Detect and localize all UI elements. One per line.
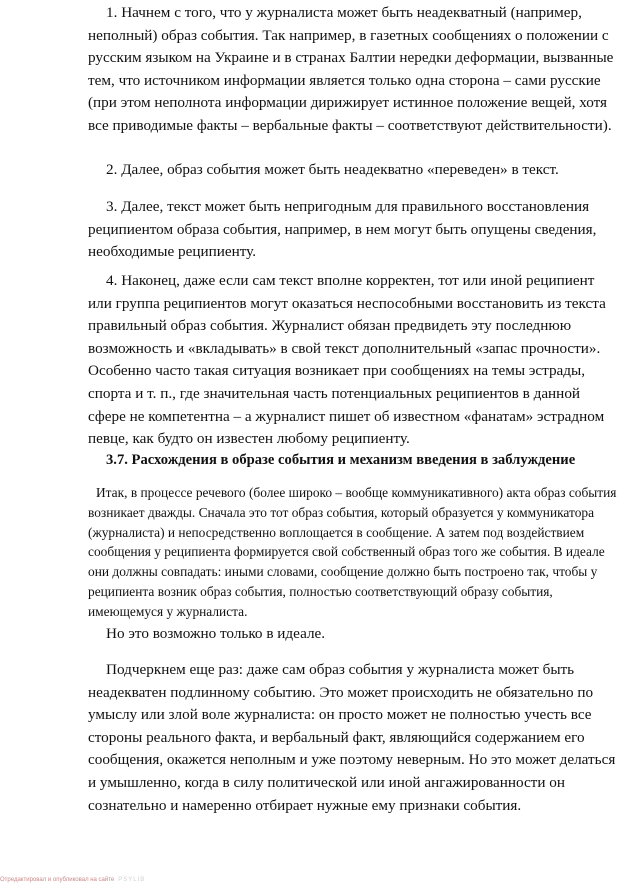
- footer-logo-mark: PSYLIB: [118, 877, 146, 883]
- paragraph-4: 4. Наконец, даже если сам текст вполне корректен, тот или иной реципиент или группа реципиентов могут оказаться неспособными восстановить из текста правильный образ события. Журналист обязан предвидеть эту последнюю возможность и «вкладывать» в свой текст дополнительный «запас прочности». Особенно часто такая ситуация возникает при сообщениях на темы эстрады, спорта и т. п., где значительная часть потенциальных реципиентов в данной сфере не компетентна – а журналист пишет об известном «фанатам» эстрадном певце, как будто он известен любому реципиенту.: [88, 272, 606, 448]
- paragraph-6: Но это возможно только в идеале.: [106, 625, 326, 642]
- footer-text: Отредактировал и опубликовал на сайте: [0, 877, 115, 883]
- paragraph-3: 3. Далее, текст может быть непригодным для правильного восстановления реципиентом образа события, например, в нем могут быть опущены сведения, необходимые реципиенту.: [88, 198, 597, 261]
- paragraph-5: Итак, в процессе речевого (более широко – вообще коммуникативного) акта образ события возникает дважды. Сначала это тот образ события, который образуется у коммуникатора (журналиста) и непосредственно воплощается в сообщение. А затем под воздействием сообщения у реципиента формируется свой собственный образ того же события. В идеале они должны совпадать: иными словами, сообщение должно быть построено так, чтобы у реципиента возник образ события, полностью соответствующий образу события, имеющемуся у журналиста.: [88, 485, 617, 619]
- footer-watermark: [0, 877, 145, 883]
- paragraph-2: 2. Далее, образ события может быть неадекватно «переведен» в текст.: [106, 161, 559, 178]
- paragraph-1: 1. Начнем с того, что у журналиста может быть неадекватный (например, неполный) образ события. Так например, в газетных сообщениях о положении с русским языком на Украине и в странах Балтии нередки деформации, вызванные тем, что источником информации является только одна сторона – сами русские (при этом неполнота информации дирижирует истинное положение вещей, хотя все приводимые факты – вербальные факты – соответствуют действительности).: [88, 4, 614, 134]
- section-heading: 3.7. Расхождения в образе события и механизм введения в заблуждение: [106, 452, 576, 468]
- paragraph-7: Подчеркнем еще раз: даже сам образ события у журналиста может быть неадекватен подлинному событию. Это может происходить не обязательно по умыслу или злой воле журналиста: он просто может не полностью учесть все стороны реального факта, и вербальный факт, являющийся содержанием его сообщения, окажется неполным и уже поэтому неверным. Но это может делаться и умышленно, когда в силу политической или иной ангажированности он сознательно и намеренно отбирает нужные ему признаки события.: [88, 661, 616, 814]
